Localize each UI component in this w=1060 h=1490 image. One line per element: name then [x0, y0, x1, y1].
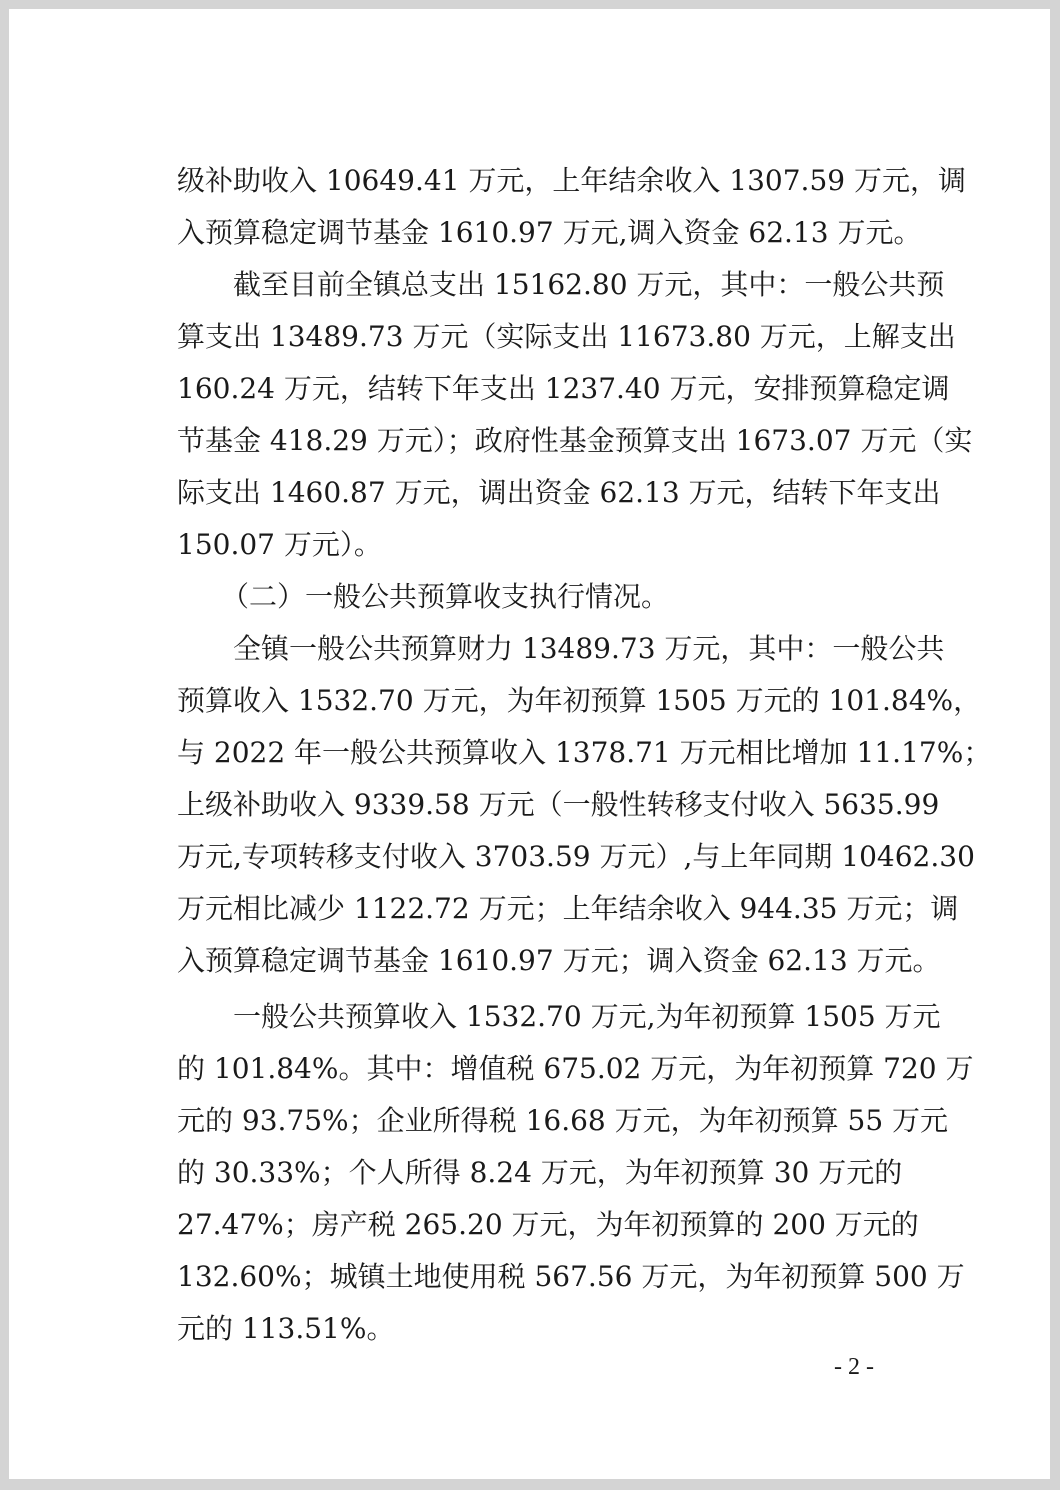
text-line: 与 2022 年一般公共预算收入 1378.71 万元相比增加 11.17%； — [177, 736, 992, 769]
text-line: 150.07 万元）。 — [177, 528, 382, 561]
text-line: 万元相比减少 1122.72 万元；上年结余收入 944.35 万元；调 — [177, 892, 959, 925]
text-line: 算支出 13489.73 万元（实际支出 11673.80 万元，上解支出 — [177, 320, 956, 353]
text-line: 预算收入 1532.70 万元，为年初预算 1505 万元的 101.84%， — [177, 684, 982, 717]
section-heading: （二）一般公共预算收支执行情况。 — [221, 580, 670, 613]
text-line: 一般公共预算收入 1532.70 万元,为年初预算 1505 万元 — [233, 1000, 941, 1033]
text-line: 际支出 1460.87 万元，调出资金 62.13 万元，结转下年支出 — [177, 476, 941, 509]
text-line: 27.47%；房产税 265.20 万元，为年初预算的 200 万元的 — [177, 1208, 919, 1241]
text-line: 上级补助收入 9339.58 万元（一般性转移支付收入 5635.99 — [177, 788, 940, 821]
text-line: 元的 93.75%；企业所得税 16.68 万元，为年初预算 55 万元 — [177, 1104, 949, 1137]
text-line: 入预算稳定调节基金 1610.97 万元,调入资金 62.13 万元。 — [177, 216, 922, 249]
text-line: 132.60%；城镇土地使用税 567.56 万元，为年初预算 500 万 — [177, 1260, 965, 1293]
text-line: 级补助收入 10649.41 万元，上年结余收入 1307.59 万元，调 — [177, 164, 966, 197]
text-line: 万元,专项转移支付收入 3703.59 万元）,与上年同期 10462.30 — [177, 840, 975, 873]
text-line: 节基金 418.29 万元）；政府性基金预算支出 1673.07 万元（实 — [177, 424, 973, 457]
page-number: - 2 - — [834, 1354, 874, 1380]
document-page — [9, 9, 1050, 1479]
text-line: 入预算稳定调节基金 1610.97 万元；调入资金 62.13 万元。 — [177, 944, 941, 977]
text-line: 全镇一般公共预算财力 13489.73 万元，其中：一般公共 — [233, 632, 945, 665]
text-line: 元的 113.51%。 — [177, 1312, 395, 1345]
text-line: 的 101.84%。其中：增值税 675.02 万元，为年初预算 720 万 — [177, 1052, 974, 1085]
text-line: 截至目前全镇总支出 15162.80 万元，其中：一般公共预 — [233, 268, 945, 301]
text-line: 的 30.33%；个人所得 8.24 万元，为年初预算 30 万元的 — [177, 1156, 903, 1189]
text-line: 160.24 万元，结转下年支出 1237.40 万元，安排预算稳定调 — [177, 372, 950, 405]
